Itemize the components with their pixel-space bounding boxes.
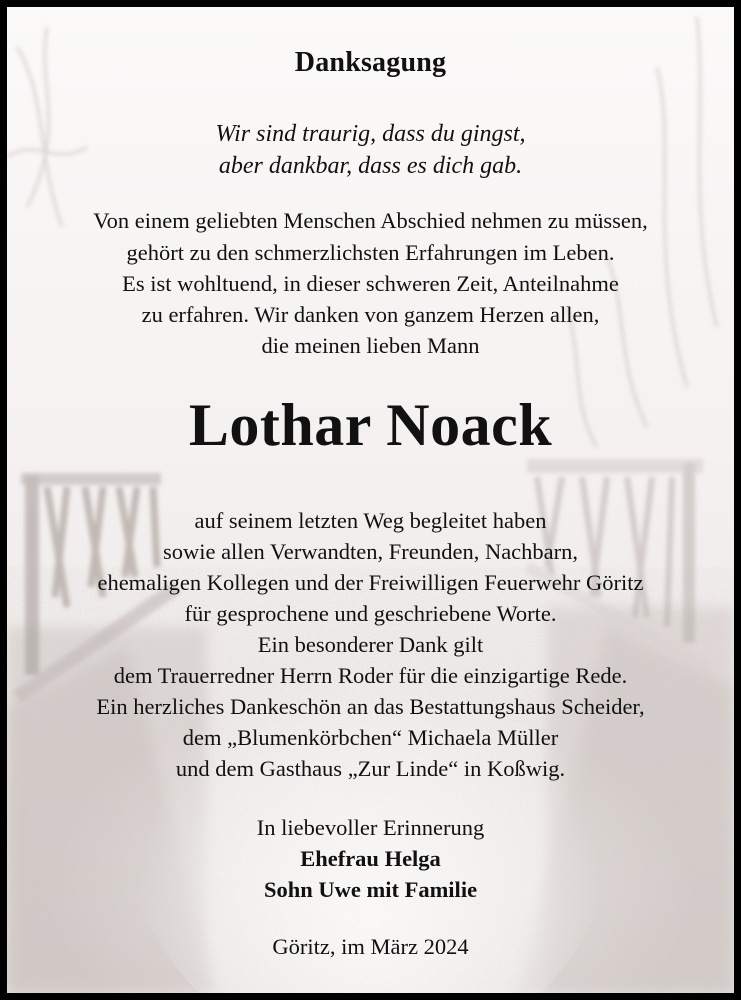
thanks-line-6: dem Trauerredner Herrn Roder für die einzigartige Rede. [113,663,628,688]
notice-canvas [7,7,734,993]
intro-line-2: gehört zu den schmerzlichsten Erfahrungen im Leben. [126,240,615,265]
thanks-line-3: ehemaligen Kollegen und der Freiwilligen Feuerwehr Göritz [97,570,644,595]
thanks-line-5: Ein besonderer Dank gilt [257,632,484,657]
intro-line-5: die meinen lieben Mann [261,333,480,358]
thanks-line-9: und dem Gasthaus „Zur Linde“ in Koßwig. [175,756,566,781]
closing-line: In liebevoller Erinnerung [256,815,485,840]
thanks-line-8: dem „Blumenkörbchen“ Michaela Müller [182,725,559,750]
notice-title: Danksagung [294,47,447,78]
deceased-name: Lothar Noack [188,392,553,458]
place-date: Göritz, im März 2024 [272,934,469,959]
signatory-2: Sohn Uwe mit Familie [263,877,478,902]
intro-line-3: Es ist wohltuend, in dieser schweren Zeit, Anteilnahme [122,271,619,296]
quote-line-1: Wir sind traurig, dass du gingst, [215,121,526,147]
thanks-line-1: auf seinem letzten Weg begleitet haben [194,508,547,533]
thanks-line-7: Ein herzliches Dankeschön an das Bestattungshaus Scheider, [96,694,645,719]
thanks-line-4: für gesprochene und geschriebene Worte. [184,601,557,626]
intro-line-4: zu erfahren. Wir danken von ganzem Herzen allen, [141,302,600,327]
signatory-1: Ehefrau Helga [300,846,441,871]
obituary-thanks-notice [7,7,734,993]
intro-line-1: Von einem geliebten Menschen Abschied nehmen zu müssen, [93,208,648,233]
quote-line-2: aber dankbar, dass es dich gab. [218,153,523,179]
thanks-line-2: sowie allen Verwandten, Freunden, Nachbarn, [162,539,579,564]
